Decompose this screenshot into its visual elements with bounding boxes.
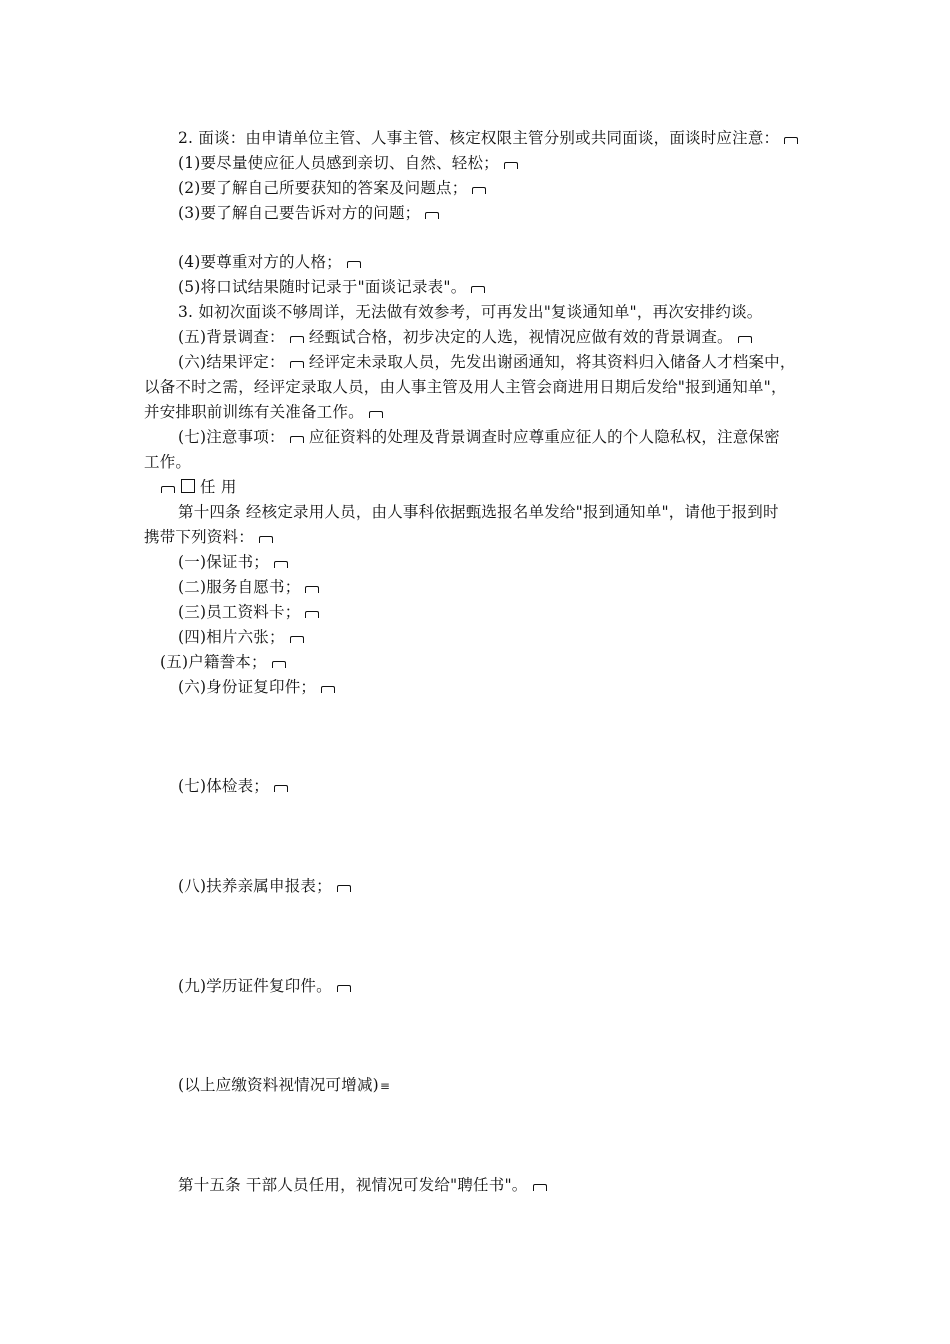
paragraph-mark-icon (274, 785, 288, 792)
text-line: (五)背景调查： 经甄试合格，初步决定的人选，视情况应做有效的背景调查。 (178, 327, 752, 347)
paragraph-mark-icon (305, 586, 319, 593)
paragraph-mark-icon (321, 686, 335, 693)
paragraph-mark-icon (337, 985, 351, 992)
list-item: (九)学历证件复印件。 (178, 976, 351, 996)
text-line: (以上应缴资料视情况可增减)≡ (178, 1076, 391, 1094)
paragraph-mark-icon (259, 536, 273, 543)
text-line: 并安排职前训练有关准备工作。 (144, 402, 383, 422)
list-item: (三)员工资料卡； (178, 602, 319, 622)
paragraph-mark-icon (161, 486, 175, 493)
paragraph-mark-icon (784, 137, 798, 144)
section-heading: 任 用 (156, 477, 237, 497)
paragraph-mark-icon (290, 361, 304, 368)
text-line: (3)要了解自己要告诉对方的问题； (178, 203, 439, 223)
list-item: (六)身份证复印件； (178, 677, 335, 697)
text-line: 3. 如初次面谈不够周详，无法做有效参考，可再发出"复谈通知单"，再次安排约谈。 (178, 303, 763, 321)
paragraph-mark-icon (347, 261, 361, 268)
text-line: 以备不时之需，经评定录取人员，由人事主管及用人主管会商进用日期后发给"报到通知单"， (144, 378, 787, 396)
paragraph-mark-icon (272, 661, 286, 668)
paragraph-mark-icon (369, 411, 383, 418)
text-line: (六)结果评定： 经评定未录取人员，先发出谢函通知，将其资料归入储备人才档案中， (178, 353, 796, 371)
paragraph-mark-icon (305, 611, 319, 618)
text-line: 2. 面谈：由申请单位主管、人事主管、核定权限主管分别或共同面谈，面谈时应注意： (178, 128, 798, 148)
text-line: 携带下列资料： (144, 527, 273, 547)
list-item: (四)相片六张； (178, 627, 304, 647)
paragraph-mark-icon (274, 561, 288, 568)
paragraph-mark-icon (738, 336, 752, 343)
text-line: 第十四条 经核定录用人员，由人事科依据甄选报名单发给"报到通知单"，请他于报到时 (178, 503, 779, 521)
list-item: (五)户籍誊本； (160, 652, 286, 672)
checkbox-square-icon (181, 479, 195, 493)
list-item: (八)扶养亲属申报表； (178, 876, 351, 896)
list-item: (二)服务自愿书； (178, 577, 319, 597)
paragraph-mark-icon (290, 436, 304, 443)
paragraph-mark-icon (425, 212, 439, 219)
list-item: (七)体检表； (178, 776, 288, 796)
text-line: 工作。 (144, 453, 192, 471)
text-line: (2)要了解自己所要获知的答案及问题点； (178, 178, 486, 198)
paragraph-mark-icon (504, 162, 518, 169)
paragraph-mark-icon (472, 187, 486, 194)
text-line: (七)注意事项： 应征资料的处理及背景调查时应尊重应征人的个人隐私权，注意保密 (178, 428, 780, 446)
paragraph-mark-icon (290, 336, 304, 343)
paragraph-mark-icon (471, 286, 485, 293)
paragraph-mark-icon (533, 1184, 547, 1191)
text-line: (5)将口试结果随时记录于"面谈记录表"。 (178, 277, 485, 297)
equal-mark-icon: ≡ (379, 1079, 391, 1093)
text-line: (4)要尊重对方的人格； (178, 252, 361, 272)
list-item: (一)保证书； (178, 552, 288, 572)
paragraph-mark-icon (290, 636, 304, 643)
text-line: 第十五条 干部人员任用，视情况可发给"聘任书"。 (178, 1175, 547, 1195)
text-line: (1)要尽量使应征人员感到亲切、自然、轻松； (178, 153, 518, 173)
paragraph-mark-icon (337, 885, 351, 892)
